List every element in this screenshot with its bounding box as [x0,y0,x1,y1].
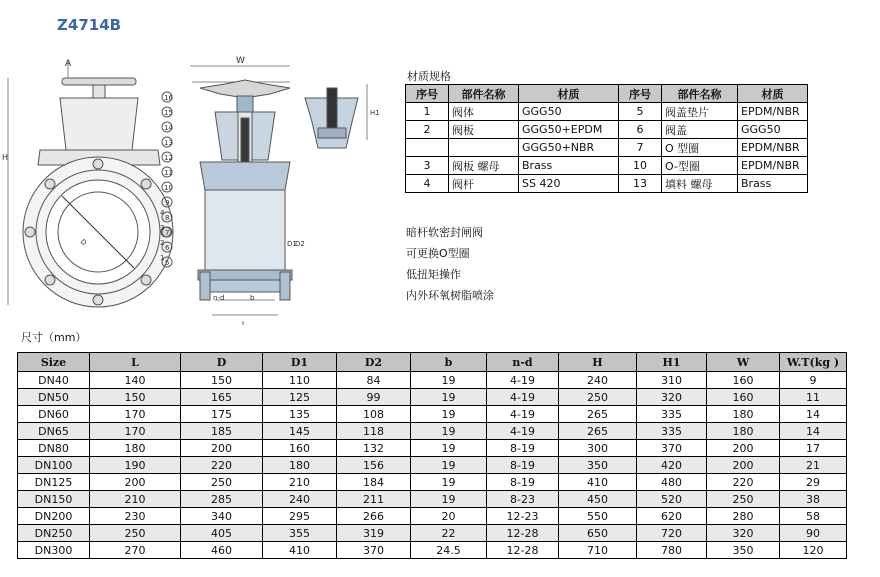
table-cell: 阀盖 [662,121,738,139]
table-cell: 405 [181,525,263,542]
table-cell: 118 [337,423,411,440]
table-cell: 335 [637,406,707,423]
table-cell: 550 [559,508,637,525]
table-cell: 410 [263,542,337,559]
table-cell: DN200 [18,508,90,525]
svg-text:12: 12 [164,154,173,162]
materials-header-cell: 材质 [519,85,619,103]
dimensions-header-cell: W [707,353,780,372]
materials-header-row [406,85,808,103]
table-row [18,542,847,559]
dimensions-table [17,352,847,559]
svg-text:13: 13 [164,139,173,147]
table-cell: 10 [619,157,662,175]
svg-text:3: 3 [160,224,165,232]
table-cell: 11 [780,389,847,406]
svg-text:10: 10 [164,184,173,192]
table-cell: 350 [707,542,780,559]
table-cell: 450 [559,491,637,508]
table-cell: 4-19 [487,389,559,406]
table-cell: 阀板 [449,121,519,139]
table-cell: O-型圈 [662,157,738,175]
dimensions-caption: 尺寸（mm） [21,331,87,344]
callout-2 [160,239,164,247]
svg-text:15: 15 [164,109,173,117]
table-cell: 370 [637,440,707,457]
table-cell: 8-19 [487,457,559,474]
table-cell: 710 [559,542,637,559]
table-cell: 19 [411,406,487,423]
table-cell: 184 [337,474,411,491]
table-cell [449,139,519,157]
table-cell: 300 [559,440,637,457]
materials-caption: 材质规格 [407,70,451,83]
table-cell: 250 [707,491,780,508]
table-cell: 250 [559,389,637,406]
table-cell: 180 [90,440,181,457]
table-cell: DN65 [18,423,90,440]
callout-16 [162,92,173,102]
table-row [18,423,847,440]
svg-text:5: 5 [165,259,170,267]
svg-text:7: 7 [165,229,170,237]
table-cell: DN125 [18,474,90,491]
table-cell: 210 [90,491,181,508]
table-cell: 19 [411,372,487,389]
table-cell: 135 [263,406,337,423]
table-cell: 12-28 [487,525,559,542]
table-row [18,440,847,457]
valve-front-view [8,60,173,307]
table-cell: 211 [337,491,411,508]
svg-text:14: 14 [164,124,173,132]
feature-item: 内外环氧树脂喷涂 [406,289,494,302]
table-cell: DN150 [18,491,90,508]
table-cell: SS 420 [519,175,619,193]
table-cell: 阀板 螺母 [449,157,519,175]
table-cell: 220 [707,474,780,491]
table-cell: 1 [406,103,449,121]
table-cell: 19 [411,423,487,440]
dimensions-header-cell: H [559,353,637,372]
table-cell: 270 [90,542,181,559]
table-cell: 160 [707,389,780,406]
table-cell: 4-19 [487,372,559,389]
table-cell: GGG50 [738,121,808,139]
table-cell: 110 [263,372,337,389]
table-cell: 19 [411,457,487,474]
table-cell: 370 [337,542,411,559]
table-cell: 340 [181,508,263,525]
materials-header-cell: 序号 [619,85,662,103]
table-cell: 210 [263,474,337,491]
feature-item: 低扭矩操作 [406,268,461,281]
table-cell: 650 [559,525,637,542]
dim-label-h1: H1 [370,109,380,117]
dimensions-header-cell: D1 [263,353,337,372]
table-cell: 200 [90,474,181,491]
table-cell: EPDM/NBR [738,103,808,121]
table-cell: 150 [90,389,181,406]
table-row [18,491,847,508]
table-cell: 38 [780,491,847,508]
dim-label-d: D [78,237,89,248]
table-row [18,457,847,474]
table-cell: DN40 [18,372,90,389]
table-row [406,121,808,139]
table-cell: 17 [780,440,847,457]
table-cell: 140 [90,372,181,389]
svg-text:11: 11 [164,169,173,177]
table-cell: 460 [181,542,263,559]
table-cell: 295 [263,508,337,525]
svg-text:9: 9 [165,199,170,207]
table-row [406,157,808,175]
table-cell: DN60 [18,406,90,423]
table-cell: 120 [780,542,847,559]
table-cell: 9 [780,372,847,389]
dim-label-nd: n-d [213,294,225,302]
materials-header-cell: 部件名称 [449,85,519,103]
table-cell: 220 [181,457,263,474]
table-cell: 170 [90,406,181,423]
table-cell: 285 [181,491,263,508]
model-title: Z4714B [57,16,122,34]
dimensions-header-cell: D2 [337,353,411,372]
callout-15 [162,107,173,117]
materials-table [405,84,808,193]
dim-label-b: b [250,294,255,302]
table-cell: 180 [707,406,780,423]
dimensions-header-cell: W.T(kg ) [780,353,847,372]
dimensions-header-cell: b [411,353,487,372]
table-cell: 125 [263,389,337,406]
table-cell: 265 [559,406,637,423]
materials-header-cell: 材质 [738,85,808,103]
table-cell: 7 [619,139,662,157]
svg-text:16: 16 [164,94,173,102]
svg-text:1: 1 [160,254,165,262]
table-cell: 410 [559,474,637,491]
table-cell: GGG50+NBR [519,139,619,157]
table-cell: 240 [559,372,637,389]
table-cell: DN100 [18,457,90,474]
dimensions-header-cell: L [90,353,181,372]
table-cell: 阀盖垫片 [662,103,738,121]
table-cell: Brass [519,157,619,175]
table-cell: 320 [637,389,707,406]
table-row [406,175,808,193]
table-cell: 319 [337,525,411,542]
dim-label-a: A [65,59,72,69]
table-cell: 160 [263,440,337,457]
dimensions-header-cell: H1 [637,353,707,372]
dim-label-w: W [236,56,245,66]
table-cell: DN250 [18,525,90,542]
table-cell: 填料 螺母 [662,175,738,193]
table-cell: 21 [780,457,847,474]
table-cell: 108 [337,406,411,423]
table-cell: 620 [637,508,707,525]
table-cell: 240 [263,491,337,508]
table-cell: 29 [780,474,847,491]
table-cell [406,139,449,157]
dimensions-body [18,372,847,559]
table-cell: 185 [181,423,263,440]
table-cell: 350 [559,457,637,474]
dim-label-h: H [2,153,9,162]
table-cell: 99 [337,389,411,406]
table-cell: Brass [738,175,808,193]
table-cell: 180 [263,457,337,474]
table-cell: 2 [406,121,449,139]
table-cell: 12-23 [487,508,559,525]
table-cell: 200 [707,440,780,457]
callout-3 [160,224,164,232]
table-cell: 150 [181,372,263,389]
table-cell: 355 [263,525,337,542]
table-cell: 165 [181,389,263,406]
table-cell: 156 [337,457,411,474]
table-cell: 6 [619,121,662,139]
callout-12 [162,152,173,162]
table-cell: 320 [707,525,780,542]
table-cell: 14 [780,423,847,440]
table-cell: 阀体 [449,103,519,121]
table-cell: 14 [780,406,847,423]
table-cell: 8-19 [487,440,559,457]
table-cell: 200 [707,457,780,474]
table-row [18,389,847,406]
table-cell: 250 [90,525,181,542]
table-cell: 190 [90,457,181,474]
dim-label-d1: D1 [287,240,297,248]
materials-body [406,103,808,193]
table-cell: 22 [411,525,487,542]
table-row [18,406,847,423]
table-cell: 250 [181,474,263,491]
dimensions-header-cell: Size [18,353,90,372]
table-cell: 266 [337,508,411,525]
table-cell: 90 [780,525,847,542]
table-cell: 阀杆 [449,175,519,193]
table-cell: GGG50 [519,103,619,121]
callout-10 [162,182,173,192]
table-cell: 5 [619,103,662,121]
table-cell: DN80 [18,440,90,457]
callout-14 [162,122,173,132]
table-row [18,508,847,525]
table-cell: 280 [707,508,780,525]
feature-list [406,222,494,306]
dimensions-header-row [18,353,847,372]
table-cell: EPDM/NBR [738,157,808,175]
table-cell: 13 [619,175,662,193]
table-cell: 180 [707,423,780,440]
table-cell: 175 [181,406,263,423]
svg-text:8: 8 [165,214,170,222]
table-cell: 12-28 [487,542,559,559]
svg-text:6: 6 [165,244,170,252]
table-cell: 265 [559,423,637,440]
table-cell: 19 [411,491,487,508]
table-cell: 19 [411,474,487,491]
table-cell: 84 [337,372,411,389]
table-cell: 20 [411,508,487,525]
table-cell: 58 [780,508,847,525]
table-cell: 480 [637,474,707,491]
table-cell: 200 [181,440,263,457]
table-cell: 420 [637,457,707,474]
callout-13 [162,137,173,147]
table-cell: 8-19 [487,474,559,491]
dim-label-d2: D2 [295,240,305,248]
table-cell: 24.5 [411,542,487,559]
table-cell: 160 [707,372,780,389]
svg-text:4: 4 [160,209,165,217]
valve-drawing [0,40,400,325]
table-cell: 230 [90,508,181,525]
table-cell: GGG50+EPDM [519,121,619,139]
callout-1 [160,254,164,262]
table-cell: DN300 [18,542,90,559]
dimensions-header-cell: n-d [487,353,559,372]
table-cell: 720 [637,525,707,542]
table-row [18,474,847,491]
table-cell: EPDM/NBR [738,139,808,157]
table-cell: 4 [406,175,449,193]
table-cell: 19 [411,389,487,406]
feature-item: 可更换O型圈 [406,247,470,260]
table-cell: 520 [637,491,707,508]
svg-text:2: 2 [160,239,165,247]
table-row [406,139,808,157]
table-cell: 8-23 [487,491,559,508]
table-cell: DN50 [18,389,90,406]
callout-4 [160,209,165,217]
table-row [406,103,808,121]
table-cell: 4-19 [487,423,559,440]
table-cell: 4-19 [487,406,559,423]
table-cell: 170 [90,423,181,440]
valve-section-view [190,66,292,315]
callout-11 [162,167,173,177]
feature-item: 暗杆软密封闸阀 [406,226,483,239]
table-cell: O 型圈 [662,139,738,157]
dimensions-header-cell: D [181,353,263,372]
table-row [18,372,847,389]
materials-header-cell: 部件名称 [662,85,738,103]
table-cell: 335 [637,423,707,440]
table-cell: 132 [337,440,411,457]
materials-header-cell: 序号 [406,85,449,103]
table-cell: 310 [637,372,707,389]
table-cell: 780 [637,542,707,559]
table-cell: 19 [411,440,487,457]
stem-detail-view [305,84,367,148]
dim-label-l: L [242,320,246,325]
table-row [18,525,847,542]
table-cell: 3 [406,157,449,175]
table-cell: 145 [263,423,337,440]
